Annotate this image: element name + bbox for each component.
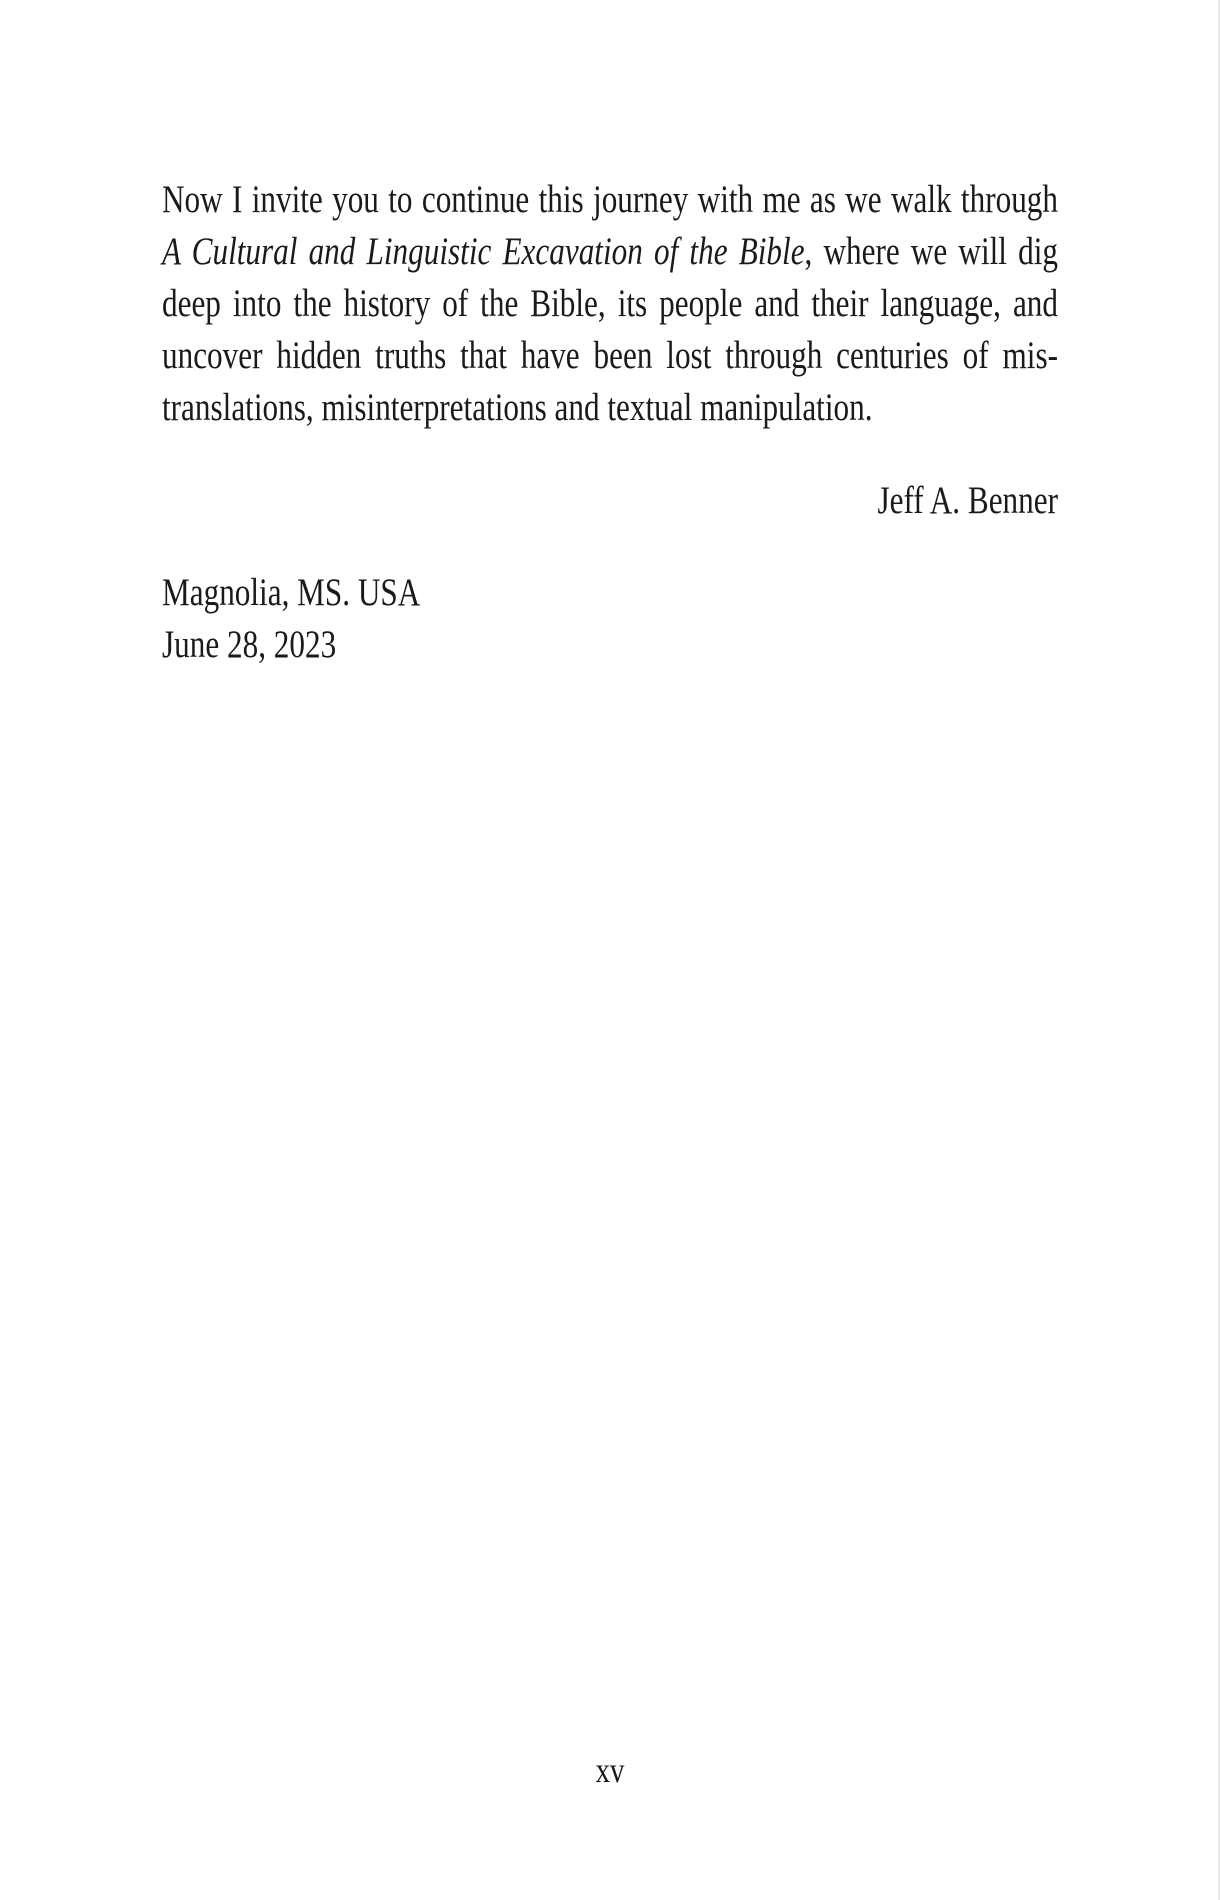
preface-paragraph <box>162 174 1058 434</box>
page-edge-line <box>1218 0 1220 1900</box>
signature-location: Magnolia, MS. USA <box>162 571 421 614</box>
page-number: xv <box>595 1750 625 1790</box>
paragraph-line <box>162 226 1058 278</box>
author-signature: Jeff A. Benner <box>877 479 1058 522</box>
signature-date: June 28, 2023 <box>162 623 337 666</box>
book-title-italic: A Cultural and Linguistic Excavation of the Bible <box>162 230 805 273</box>
paragraph-line: uncover hidden truths that have been lost through centuries of mis- <box>162 334 1058 377</box>
paragraph-line-rest: , where we will dig <box>804 230 1058 273</box>
paragraph-line: deep into the history of the Bible, its people and their language, and <box>162 282 1058 325</box>
paragraph-line: Now I invite you to continue this journey with me as we walk through <box>162 178 1058 221</box>
paragraph-line: translations, misinterpretations and textual manipulation. <box>162 386 873 429</box>
